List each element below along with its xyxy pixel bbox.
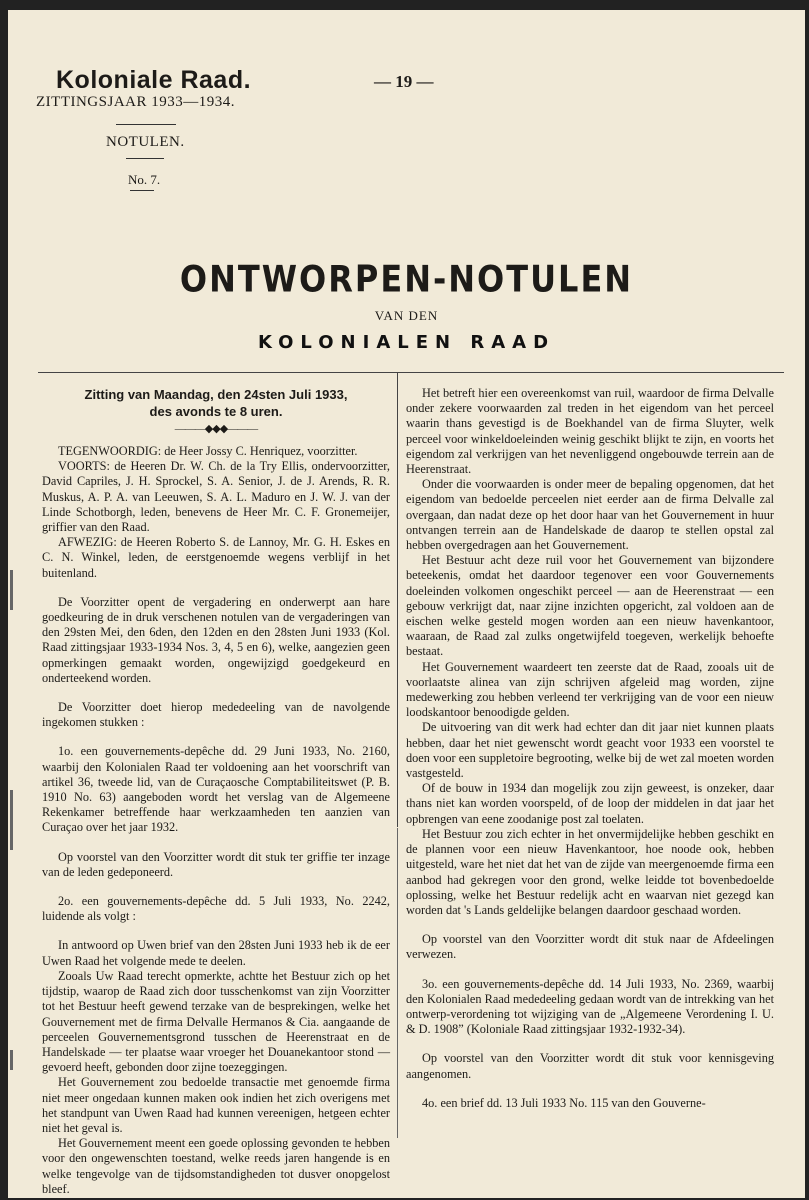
divider	[130, 190, 154, 191]
paragraph: Het Bestuur acht deze ruil voor het Gouvernement van bijzondere beteekenis, omdat het daardoor tegenover een voor Gouvernements doeleinden volkomen ongeschikt perceel — aan de Heerenstraat — een gebouw verkrijgt dat, naar zijne inzichten opgericht, zal voldoen aan de eischen welke gesteld mogen worden aan een nieuw havenkantoor, waaraan, de Raad zal zulks ongetwijfeld toegeven, werkelijk behoefte bestaat.	[406, 553, 774, 659]
paragraph: Het Bestuur zou zich echter in het onvermijdelijke hebben geschikt en de plannen voor een nieuw Havenkantoor, hoe noode ook, hebben uitgesteld, ware het niet dat het van de zijde van meergenoemde firma een aanbod had gekregen voor den grond, welke leidde tot bovenbedoelde oplossing, welke het Bestuur redelijk acht en waarvan niet gezegd kan worden dat 's Lands geldelijke belangen daardoor geschaad worden.	[406, 826, 774, 917]
sitting-line: Zitting van Maandag, den 24sten Juli 1933,	[84, 387, 348, 402]
margin-mark	[10, 1050, 13, 1070]
paragraph: Op voorstel van den Voorzitter wordt dit stuk naar de Afdeelingen verwezen.	[406, 932, 774, 962]
paragraph: In antwoord op Uwen brief van den 28sten Juni 1933 heb ik de eer Uwen Raad het volgende mede te deelen.	[42, 938, 390, 968]
ornament: ———◆◆◆———	[174, 423, 258, 435]
session-year: ZITTINGSJAAR 1933—1934.	[36, 94, 235, 110]
issue-number: No. 7.	[128, 172, 161, 187]
heading-subtitle: VAN DEN	[374, 308, 439, 323]
council-title: Koloniale Raad.	[56, 66, 252, 94]
paragraph: Of de bouw in 1934 dan mogelijk zou zijn geweest, is onzeker, daar thans niet kan worden voorspeld, of de loop der middelen in dat jaar het opbrengen van eene zoodanige post zal toelaten.	[406, 781, 774, 826]
paragraph: Onder die voorwaarden is onder meer de bepaling opgenomen, dat het eigendom van bedoelde perceelen niet eerder aan de firma Delvalle zal overgaan, dan nadat deze op het door haar van het Gouvernement in huur ontvangen terrein aan de Handelskade de daarop te stellen opstal zal hebben overgedragen aan het Gouvernement.	[406, 477, 774, 553]
sitting-heading	[42, 386, 390, 420]
right-column	[406, 374, 774, 1111]
paragraph: Het Gouvernement meent een goede oplossing gevonden te hebben voor den ongewenschten toestand, welke reeds jaren hangende is en welke tengevolge van de tijdsomstandigheden tot dusver onopgelost bleef.	[42, 1136, 390, 1196]
paragraph: AFWEZIG: de Heeren Roberto S. de Lannoy, Mr. G. H. Eskes en C. N. Winkel, leden, de eerstgenoemde wegens verblijf in het buitenland.	[42, 535, 390, 580]
notulen-label: NOTULEN.	[106, 134, 185, 150]
margin-mark	[10, 570, 13, 610]
divider	[116, 124, 176, 125]
margin-mark	[10, 790, 13, 850]
council-banner: KOLONIALEN RAAD	[8, 332, 805, 353]
paragraph: Op voorstel van den Voorzitter wordt dit stuk ter griffie ter inzage van de leden gedeponeerd.	[42, 849, 390, 879]
paragraph: 3o. een gouvernements-depêche dd. 14 Juli 1933, No. 2369, waarbij den Kolonialen Raad mededeeling gedaan wordt van de intrekking van het ontwerp-verordening tot wijziging van de „Algemeene Verordening I. U. & D. 1908” (Koloniale Raad zittingsjaar 1932-1932-34).	[406, 976, 774, 1037]
paragraph: Het betreft hier een overeenkomst van ruil, waardoor de firma Delvalle onder zekere voorwaarden zal treden in het eigendom van het perceel waarin thans gevestigd is de Boekhandel van de firma Sluyter, welk perceel voor winkeldoeleinden weinig geschikt blijkt te zijn, en voorts het eigendom zal verkrijgen van het nevenliggend ongebouwde terrein aan de Heerenstraat.	[406, 386, 774, 477]
left-column	[42, 374, 390, 1197]
paragraph: Het Gouvernement waardeert ten zeerste dat de Raad, zooals uit de voorlaatste alinea van zijn schrijven afgeleid mag worden, zijne medewerking zou hebben verleend ter verkrijging van de voor een nieuw loodskantoor benoodigde gelden.	[406, 659, 774, 720]
paragraph: De Voorzitter doet hierop mededeeling van de navolgende ingekomen stukken :	[42, 700, 390, 730]
paragraph: 2o. een gouvernements-depêche dd. 5 Juli 1933, No. 2242, luidende als volgt :	[42, 894, 390, 924]
sitting-line: des avonds te 8 uren.	[149, 404, 283, 419]
paragraph: De uitvoering van dit werk had echter dan dit jaar niet kunnen plaats hebben, daar het niet gewenscht wordt geacht voor 1933 een voorstel te doen voor een suppletoire begrooting, welke bij de wet zal moeten worden vastgesteld.	[406, 720, 774, 781]
page-number: — 19 —	[374, 72, 434, 91]
paragraph: Het Gouvernement zou bedoelde transactie met genoemde firma niet meer ongedaan kunnen maken ook indien het zich overigens met het standpunt van Uwen Raad had kunnen vereenigen, hetgeen echter niet het geval is.	[42, 1075, 390, 1135]
paragraph: 4o. een brief dd. 13 Juli 1933 No. 115 van den Gouverne-	[422, 1095, 706, 1110]
paragraph: De Voorzitter opent de vergadering en onderwerpt aan hare goedkeuring de in druk verschenen notulen van de vergaderingen van den 29sten Mei, den 6den, den 12den en den 28sten Juni 1933 (Kol. Raad zittingsjaar 1933-1934 Nos. 3, 4, 5 en 6), welke, aangezien geen opmerkingen gemaakt worden, ongewijzigd goedgekeurd en onderteekend worden.	[42, 594, 390, 685]
column-top-rule	[38, 372, 784, 373]
paragraph: 1o. een gouvernements-depêche dd. 29 Juni 1933, No. 2160, waarbij den Kolonialen Raad ter voldoening aan het voorschrift van artikel 36, tweede lid, van de Curaçaosche Comptabiliteitswet (P. B. 1910 No. 63) aangeboden wordt het verslag van de Algemeene Rekenkamer betreffende haar werkzaamheden ten aanzien van Curaçao over het jaar 1932.	[42, 744, 390, 835]
column-divider	[397, 828, 398, 1138]
main-heading: ONTWORPEN-NOTULEN	[179, 257, 634, 301]
document-page	[8, 10, 805, 1198]
paragraph: Zooals Uw Raad terecht opmerkte, achtte het Bestuur zich op het tijdstip, waarop de Raad zich door tusschenkomst van zijn Voorzitter tot het Bestuur heeft gewend terzake van de besprekingen, welke het Gouvernement met de firma Delvalle Hermanos & Cia. aangaande de perceelen Gouvernementsgrond tusschen de Heerenstraat en de Handelskade — ter plaatse waar vroeger het Douanekantoor stond — gevoerd heeft, gebonden door zijne toezeggingen.	[42, 968, 390, 1075]
paragraph: TEGENWOORDIG: de Heer Jossy C. Henriquez, voorzitter.	[58, 444, 358, 458]
paragraph: VOORTS: de Heeren Dr. W. Ch. de la Try Ellis, ondervoorzitter, David Capriles, J. H. Sprockel, S. A. Senior, J. de J. Arends, R. R. Muskus, A. P. A. van Leeuwen, S. A. L. Maduro en J. W. J. van der Linde Schotborgh, leden, benevens de Heer Mr. C. F. Gronemeijer, griffier van den Raad.	[42, 459, 390, 535]
divider	[126, 158, 164, 159]
column-divider	[397, 372, 398, 827]
paragraph: Op voorstel van den Voorzitter wordt dit stuk voor kennisgeving aangenomen.	[406, 1051, 774, 1081]
